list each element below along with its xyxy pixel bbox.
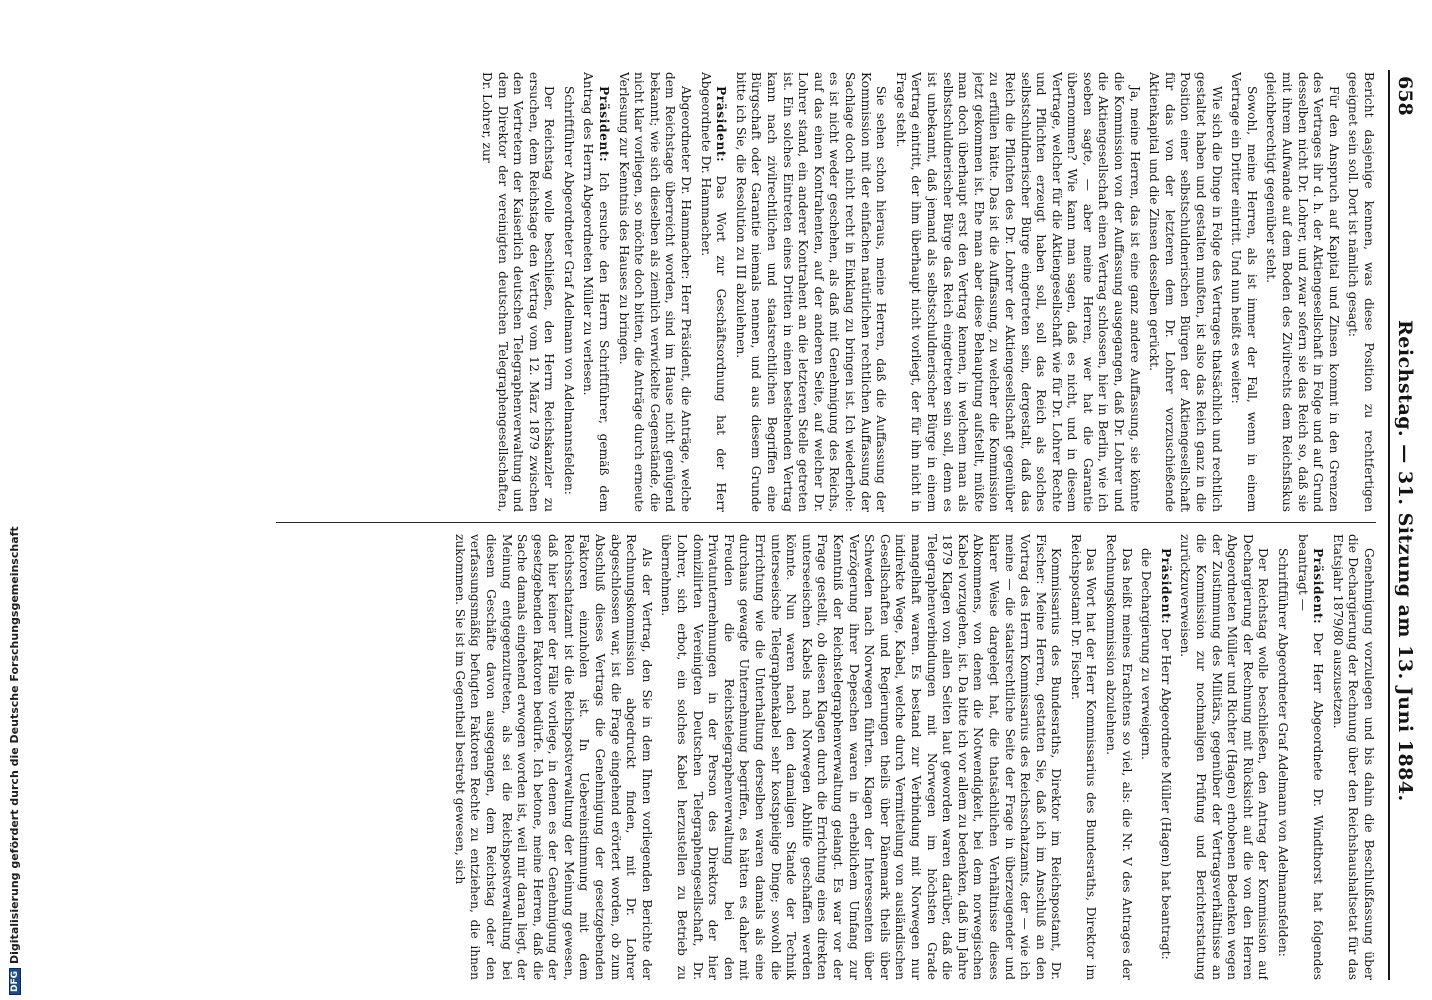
paragraph-text: die Dechargierung zu verweigern. [1139, 548, 1154, 760]
left-text-column [266, 72, 1376, 512]
speaker-label: Präsident: [1311, 548, 1326, 625]
paragraph [1345, 72, 1376, 512]
paragraph-text: Ich ersuche den Herrn Schriftführer, gemäß dem Antrag des Herrn Abgeordneten Müller zu verlesen. [581, 72, 612, 512]
paragraph [560, 72, 576, 512]
paragraph [1067, 534, 1098, 980]
column-divider [276, 522, 1376, 523]
paragraph [1157, 534, 1173, 980]
speaker-label: Präsident: [597, 86, 612, 163]
paragraph [1274, 534, 1290, 980]
paragraph [658, 534, 1063, 980]
paragraph [1294, 534, 1325, 980]
paragraph-text: Abgeordneter Dr. Hammacher: Herr Präsident, die Anträge, welche dem Reichstage überreicht worden, sind im Hause nicht genügend bekannt; wie sich dieselben als ziemlich verwickelte Gegenstände, die nicht klar vorliegen, so möchte doch bitten, die Anträge durch erneute Verlesung zur Kenntnis des Hauses zu bringen. [616, 72, 694, 512]
paragraph [1329, 534, 1376, 980]
paragraph [451, 534, 654, 980]
paragraph [1177, 534, 1271, 980]
speaker-label: Präsident: [714, 86, 729, 163]
paragraph-text: Der Reichstag wolle beschließen, den Antrag der Kommission auf Dechargierung der Rechnung mit Rücksicht auf die von den Herren Abgeordneten Müller und Richter (Hagen) erhobenen Bedenken wegen der Zustimmung des Militärs, gegenüber der Vertragsverhältnisse an die Kommission zur nochmaligen Prüfung und Berichterstattung zurückzuverweisen. [1178, 534, 1271, 980]
paragraph [1146, 72, 1224, 512]
paragraph [615, 72, 693, 512]
paragraph-text: Das heißt meines Erachtens so viel, als: die Nr. V des Antrages der Rechnungskommission abzulehnen. [1104, 534, 1134, 980]
paragraph [892, 72, 1142, 512]
rotated-scanned-page [250, 70, 1420, 990]
paragraph-text: Bericht dasjenige kennen, was diese Position zu rechtfertigen geeignet sein soll. Dort ist nämlich gesagt: [1346, 72, 1376, 512]
paragraph [1228, 72, 1259, 512]
paragraph-text: Als der Vertrag, den Sie in dem Ihnen vorliegenden Berichte der Rechnungskommission abgedruckt finden, mit Dr. Lohrer abgeschlossen war, ist die Frage eingehend erörtert worden, ob zum Abschluß dieses Vertrags die Genehmigung der gesetzgebenden Faktoren einzuholen ist. In Uebereinstimmung mit dem Reichsschatzamt ist die Reichspostverwaltung der Meinung gewesen, daß hier keiner der Fälle vorliege, in denen es der Genehmigung der gesetzgebenden Faktoren bedürfe. Ich betone, meine Herren, daß die Sache damals eingehend erwogen worden ist, weil mir daran liegt, der Meinung entgegenzutreten, als sei die Reichspostverwaltung bei diesem Geschäfte davon ausgegangen, dem Reichstag oder den verfassungsmäßig befugten Faktoren Rechte zu entziehen, die ihnen zukommen. Sie ist im Gegentheil bestrebt gewesen, sich [452, 534, 654, 980]
page-title: Reichstag. — 31. Sitzung am 13. Juni 1884. [1394, 320, 1416, 802]
dfg-logo: DFG [9, 968, 21, 995]
watermark-text: Digitalisierung gefördert durch die Deutsche Forschungsgemeinschaft [8, 526, 21, 964]
paragraph-text: Sie sehen schon hieraus, meine Herren, daß die Auffassung der Kommission mit der einfachen natürlichen rechtlichen Auffassung der Sachlage doch nicht recht in Einklang zu bringen ist. Ich wiederhole: es ist nicht weder geschehen, als daß mit Genehmigung des Reichs, auf das einen Kontrahenten, auf der anderen Seite, auf welcher Dr. Lohrer stand, ein anderer Kontrahent an die letzteren Stelle getreten ist. Ein solches Eintreten eines Dritten in einen bestehenden Vertrag kann nach zivilrechtlichen und staatsrechtlichen Begriffen eine Bürgschaft oder Garantie niemals nennen, und aus diesem Grunde bitte ich Sie, die Resolution zu III abzulehnen. [733, 72, 889, 512]
paragraph-text: Das Wort zur Geschäftsordnung hat der Herr Abgeordnete Dr. Hammacher. [698, 72, 729, 512]
paragraph-text: Schriftführer Abgeordneter Graf Adelmann von Adelmannsfelden: [561, 86, 576, 495]
paragraph-text: Genehmigung vorzulegen und bis dahin die Beschlußfassung über die Dechargierung der Rechnung über den Reichshaushaltsetat für das Etatsjahr 1879/80 auszusetzen. [1330, 534, 1376, 980]
paragraph-text: Schriftführer Abgeordneter Graf Adelmann von Adelmannsfelden: [1276, 548, 1291, 957]
digitization-watermark [8, 526, 21, 995]
paragraph-text: Der Herr Abgeordnete Dr. Windthorst hat folgendes beantragt — [1295, 534, 1326, 980]
paragraph-text: Für den Anspruch auf Kapital und Zinsen kommt in den Grenzen des Vertrages ihr d. h. der Aktiengesellschaft in Folge und auf Grund desselben nicht Dr. Lohrer, und zwar sofern sie das Reich so, daß sie mit ihrem Aufwande auf dem Boden des Zivilrechts dem Reichsfiskus gleichberechtigt gegenüber steht. [1264, 72, 1341, 512]
paragraph-text: Sowohl, meine Herren, als ist immer der Fall, wenn in einem Vertrage ein Dritter eintritt. Und nun heißt es weiter: [1229, 72, 1259, 512]
paragraph-text: Der Herr Abgeordnete Müller (Hagen) hat beantragt: [1158, 624, 1173, 960]
page-header [1390, 70, 1420, 990]
header-rule [1388, 70, 1390, 980]
paragraph-text: Das Wort hat der Herr Kommissarius des Bundesraths, Direktor im Reichspostamt Dr. Fischer. [1068, 534, 1099, 980]
right-text-column [266, 534, 1376, 980]
paragraph [1138, 534, 1154, 980]
paragraph-text: Der Reichstag wolle beschließen, den Herrn Reichskanzler zu ersuchen, dem Reichstage den Vertrag vom 12. März 1879 zwischen den Vertretern der Kaiserlich deutschen Telegraphenverwaltung und dem Direktor der vereinigten deutschen Telegraphengesellschaften, Dr. Lohrer, zur [479, 72, 557, 512]
paragraph-text: Kommissarius des Bundesraths, Direktor im Reichspostamt, Dr. Fischer: Meine Herren, gestatten Sie, daß ich im Anschluß an den Vortrag des Herrn Kommissarius des Reichsschatzamts, der — wie ich meine — die staatsrechtliche Seite der Frage in überzeugender und klarer Weise dargelegt hat, die thatsächlichen Verhältnisse dieses Abkommens, von denen die Notwendigkeit, bei dem norwegischen Kabel vorzugehen, ist. Da bitte ich vor allem zu bedenken, daß im Jahre 1879 Klagen von allen Seiten laut geworden waren darüber, daß die Telegraphenverbindungen mit Norwegen im höchsten Grade mangelhaft waren. Es bestand zur Verbindung mit Norwegen nur indirekte Wege, Kabel, welche durch Vermittelung von ausländischen Gesellschaften und Regierungen theils über Dänemark theils über Schweden nach Norwegen führten. Klagen der Interessenten über Verzögerung ihrer Depeschen waren in erheblichem Umfang zur Kenntniß der Reichstelegraphenverwaltung gelangt. Es war vor der Frage gestellt, ob diesen Klagen durch die Errichtung eines direkten unterseeischen Kabels nach Norwegen Abhilfe geschaffen werden könnte. Nun waren nach den damaligen Stande der Technik unterseeische Telegraphenkabel sehr kostspielige Dinge; sowohl die Errichtung wie die Unterhaltung derselben waren damals als eine durchaus gewagte Unternehmung begriffen, es hätten es daher mit Freuden die Reichstelegraphenverwaltung bei den Privatunternehmungen in der Person des Direktors der hier domizilirten Vereinigten Deutschen Telegraphengesellschaft, Dr. Lohrer, sich erbot, ein solches Kabel herzustellen zu Betrieb zu übernehmen. [659, 534, 1064, 980]
paragraph [732, 72, 888, 512]
paragraph [697, 72, 728, 512]
paragraph [580, 72, 611, 512]
page-number: 658 [1394, 76, 1416, 116]
paragraph [1263, 72, 1341, 512]
speaker-label: Präsident: [1158, 548, 1173, 625]
paragraph-text: Ja, meine Herren, das ist eine ganz andere Auffassung, sie könnte die Kommission von der Auffassung ausgegangen, daß Dr. Lohrer und die Aktiengesellschaft einen Vertrag schlossen, hier in Berlin, wie ich soeben sagte, — aber meine Herren, wer hat die Garantie übernommen? Wie kann man sagen, daß es nicht, und in diesem Vertrage, welcher für die Aktiengesellschaft wie für Dr. Lohrer Rechte und Pflichten erzeugt haben soll, soll das Reich als solches selbstschuldnerischer Bürge eingetreten sein, dergestalt, daß das Reich die Pflichten des Dr. Lohrer der Aktiengesellschaft gegenüber zu erfüllen hätte. Das ist die Auffassung, zu welcher die Kommission jetzt gekommen ist. Ehe man aber diese Behauptung aufstellt, müßte man doch überhaupt erst den Vertrag kennen, in welchem man als selbstschuldnerischer Bürge das Reich eingetreten sein soll, denn es ist unbekannt, daß jemand als selbstschuldnerischer Bürge in einem Vertrag eintritt, der ihm überhaupt nicht vorliegt, der für ihn nicht in Frage steht. [893, 72, 1142, 512]
paragraph-text: Wie sich die Dinge in Folge des Vertrages thatsächlich und rechtlich gestaltet haben und gestalten mußten, ist also das Reich ganz in die Position einer selbstschuldnerischen Bürgen der Aktiengesellschaft für das von der letzteren dem Dr. Lohrer vorzuschießende Aktienkapital und die Zinsen desselben gerückt. [1147, 72, 1224, 512]
paragraph [478, 72, 556, 512]
paragraph [1103, 534, 1134, 980]
